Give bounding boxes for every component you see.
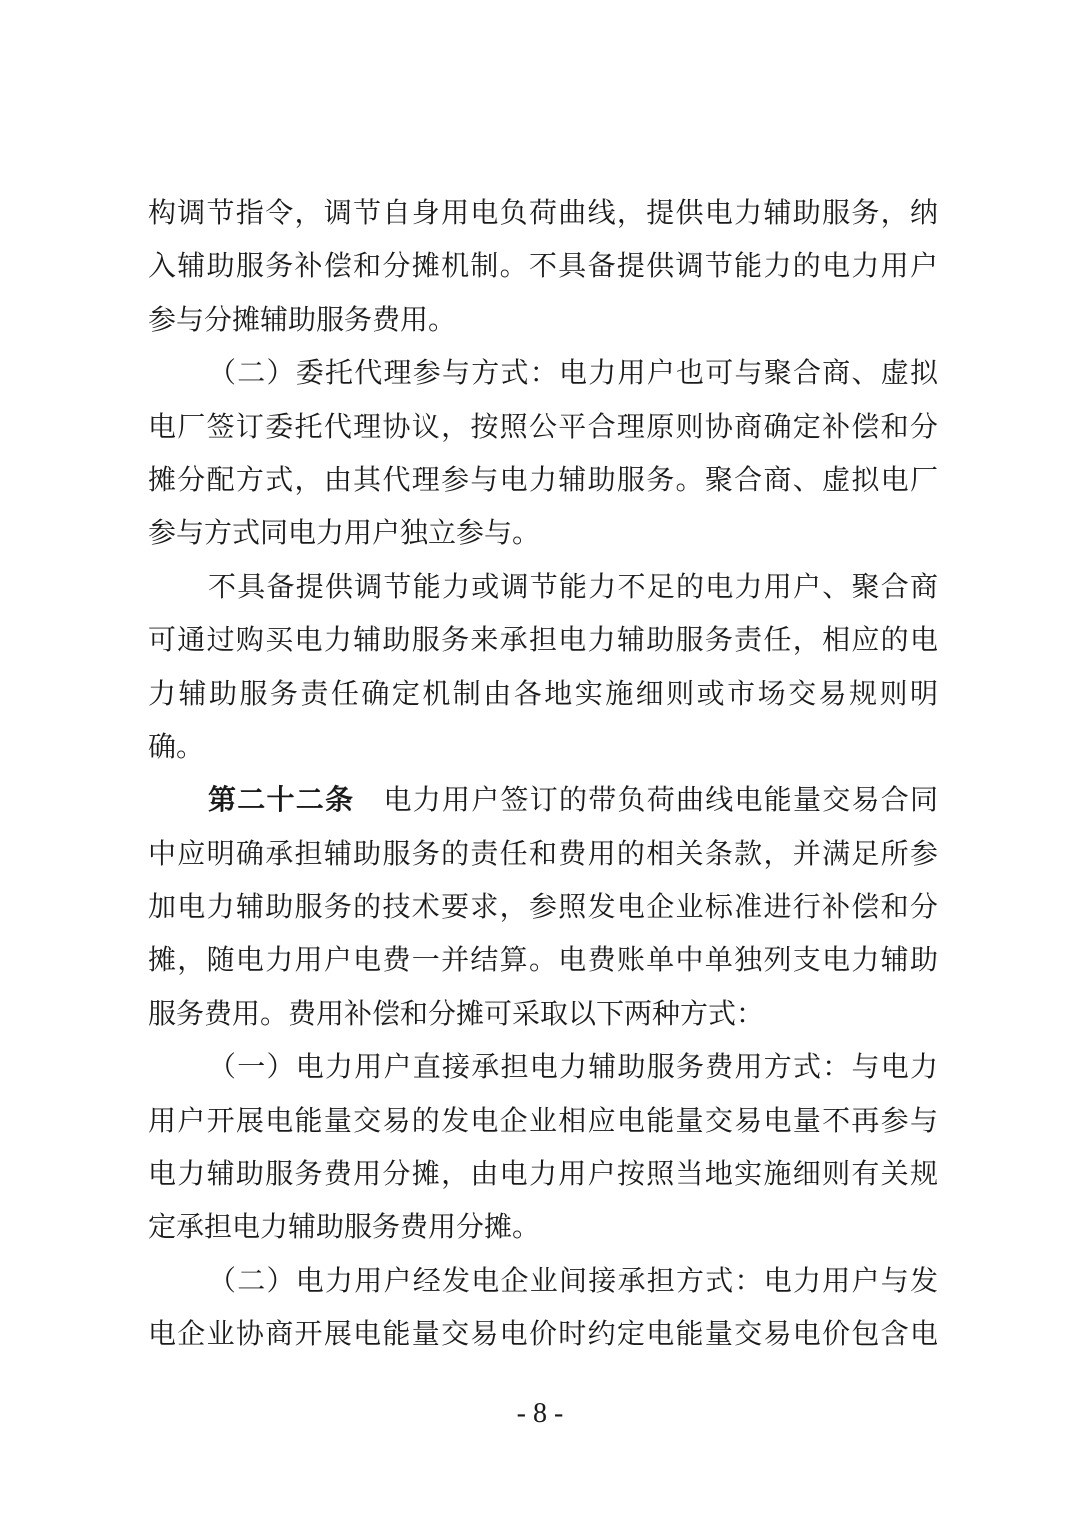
text-line: 参与方式同电力用户独立参与。 [148,516,541,550]
text-line: 中应明确承担辅助服务的责任和费用的相关条款，并满足所参 [148,836,938,870]
article-number: 第二十二条 [208,783,355,817]
text-line: 电力辅助服务费用分摊，由电力用户按照当地实施细则有关规 [148,1157,938,1191]
page-number: - 8 - [516,1398,564,1429]
text-line: 参与分摊辅助服务费用。 [148,302,457,336]
article-heading-line [148,773,938,826]
text-line: 力辅助服务责任确定机制由各地实施细则或市场交易规则明 [148,676,938,710]
text-line: （一）电力用户直接承担电力辅助服务费用方式：与电力 [208,1050,938,1084]
text-line: 不具备提供调节能力或调节能力不足的电力用户、聚合商 [208,569,938,603]
text-line: 服务费用。费用补偿和分摊可采取以下两种方式： [148,996,765,1030]
text-line: 定承担电力辅助服务费用分摊。 [148,1210,541,1244]
text-line: 入辅助服务补偿和分摊机制。不具备提供调节能力的电力用户 [148,249,938,283]
text-line: 加电力辅助服务的技术要求，参照发电企业标准进行补偿和分 [148,890,938,924]
text-line: （二）电力用户经发电企业间接承担方式：电力用户与发 [208,1263,938,1297]
text-line: 可通过购买电力辅助服务来承担电力辅助服务责任，相应的电 [148,623,938,657]
text-line: 确。 [148,729,205,763]
article-text: 电力用户签订的带负荷曲线电能量交易合同 [383,783,938,817]
text-line: 构调节指令，调节自身用电负荷曲线，提供电力辅助服务，纳 [148,196,938,229]
text-line: （二）委托代理参与方式：电力用户也可与聚合商、虚拟 [208,356,938,390]
text-line: 电企业协商开展电能量交易电价时约定电能量交易电价包含电 [148,1317,938,1351]
document-body [148,186,938,1361]
text-line: 摊，随电力用户电费一并结算。电费账单中单独列支电力辅助 [148,943,938,977]
text-line: 用户开展电能量交易的发电企业相应电能量交易电量不再参与 [148,1103,938,1137]
text-line: 摊分配方式，由其代理参与电力辅助服务。聚合商、虚拟电厂 [148,462,938,496]
text-line: 电厂签订委托代理协议，按照公平合理原则协商确定补偿和分 [148,409,938,443]
